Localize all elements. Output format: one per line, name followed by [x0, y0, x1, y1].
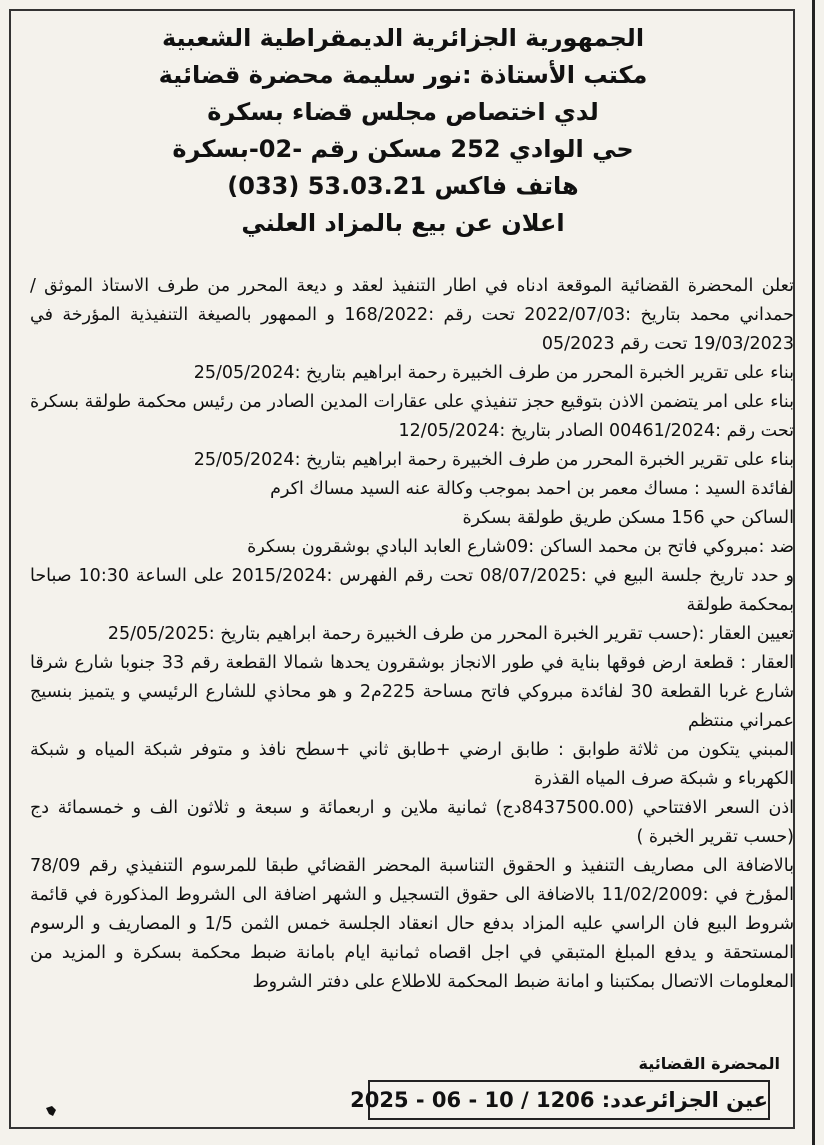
- announcement-body: [30, 272, 794, 997]
- paragraph: بناء على امر يتضمن الاذن بتوقيع حجز تنفيذي على عقارات المدين الصادر من رئيس محكمة طولقة بسكرة تحت رقم :00461/2024 الصادر بتاريخ :12/05/2024: [30, 392, 794, 441]
- paragraph: العقار : قطعة ارض فوقها بناية في طور الانجاز بوشقرون يحدها شمالا القطعة رقم 33 جنوبا شارع شرقا شارع غربا القطعة 30 لفائدة مبروكي فاتح مساحة 225م2 و هو محاذي للشارع الرئيسي و يتميز بنسيج عمراني منتظم: [30, 653, 794, 731]
- header-country: الجمهورية الجزائرية الديمقراطية الشعبية: [161, 24, 645, 52]
- header-address: حي الوادي 252 مسكن رقم -02-بسكرة: [172, 135, 634, 163]
- ink-mark-icon: [44, 1104, 58, 1118]
- header-jurisdiction: لدي اختصاص مجلس قضاء بسكرة: [207, 98, 599, 126]
- paragraph: بناء على تقرير الخبرة المحرر من طرف الخبيرة رحمة ابراهيم بتاريخ :25/05/2024: [193, 450, 794, 470]
- paragraph: الساكن حي 156 مسكن طريق طولقة بسكرة: [462, 508, 794, 528]
- paragraph: بناء على تقرير الخبرة المحرر من طرف الخبيرة رحمة ابراهيم بتاريخ :25/05/2024: [193, 363, 794, 383]
- signature: المحضرة القضائية: [638, 1054, 780, 1073]
- publication-reference: عين الجزائرعدد: 1206 / 10 - 06 - 2025: [368, 1080, 770, 1120]
- paragraph: لفائدة السيد : مساك معمر بن احمد بموجب وكالة عنه السيد مساك اكرم: [270, 479, 794, 499]
- column-divider: [812, 0, 815, 1145]
- header: [18, 20, 788, 242]
- paragraph: بالاضافة الى مصاريف التنفيذ و الحقوق التناسبة المحضر القضائي طبقا للمرسوم التنفيذي رقم 78/09 المؤرخ في :11/02/2009 بالاضافة الى حقوق التسجيل و الشهر اضافة الى الشروط المذكورة في قائمة شروط البيع فان الراسي عليه المزاد بدفع حال انعقاد الجلسة خمس الثمن 1/5 و المصاريف و الرسوم المستحقة و يدفع المبلغ المتبقي في اجل اقصاه ثمانية ايام بامانة ضبط محكمة بسكرة و المزيد من المعلومات الاتصال بمكتبنا و امانة ضبط المحكمة للاطلاع على دفتر الشروط: [30, 856, 795, 992]
- paragraph: المبني يتكون من ثلاثة طوابق : طابق ارضي +طابق ثاني +سطح نافذ و متوفر شبكة المياه و شبكة الكهرباء و شبكة صرف المياه القذرة: [30, 740, 794, 789]
- announcement-title: اعلان عن بيع بالمزاد العلني: [241, 209, 565, 237]
- header-office: مكتب الأستاذة :نور سليمة محضرة قضائية: [158, 61, 648, 89]
- paragraph: و حدد تاريخ جلسة البيع في :08/07/2025 تحت رقم الفهرس :2015/2024 على الساعة 10:30 صباحا بمحكمة طولقة: [30, 566, 795, 615]
- paragraph: تعلن المحضرة القضائية الموقعة ادناه في اطار التنفيذ لعقد و ديعة المحرر من طرف الاستاذ الموثق /حمداني محمد بتاريخ :2022/07/03 تحت رقم :168/2022 و الممهور بالصيغة التنفيذية المؤرخة في 19/03/2023 تحت رقم 05/2023: [30, 276, 794, 354]
- header-phone: هاتف فاكس 53.03.21 (033): [227, 172, 579, 200]
- paragraph: ضد :مبروكي فاتح بن محمد الساكن :09شارع العابد البادي بوشقرون بسكرة: [247, 537, 794, 557]
- paragraph: تعيين العقار :(حسب تقرير الخبرة المحرر من طرف الخبيرة رحمة ابراهيم بتاريخ :25/05/2025: [107, 624, 794, 644]
- paragraph: اذن السعر الافتتاحي (8437500.00دج) ثمانية ملاين و اربعمائة و سبعة و ثلاثون الف و خمسمائة دج (حسب تقرير الخبرة ): [30, 798, 795, 847]
